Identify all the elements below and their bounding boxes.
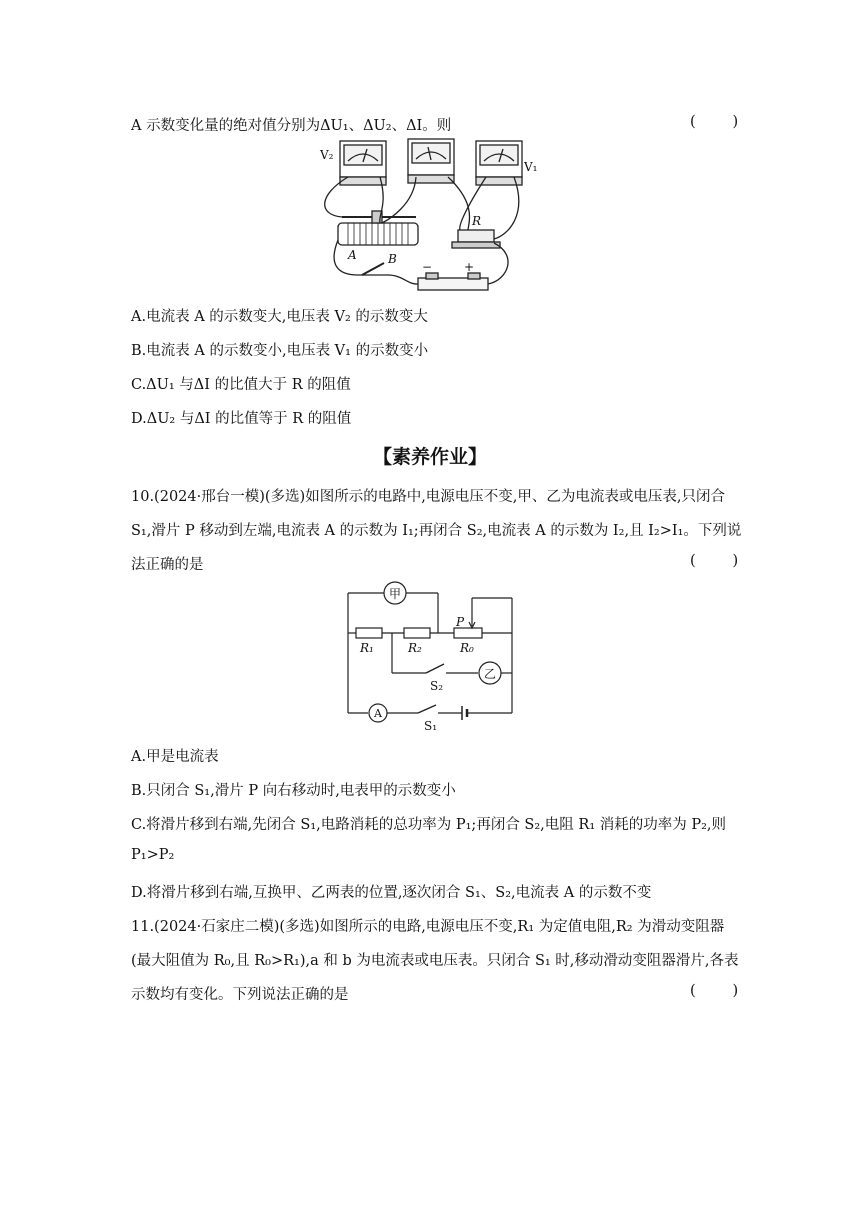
q10-label-yi: 乙	[483, 667, 497, 681]
q10-answer-paren: ( )	[690, 553, 739, 569]
q9-option-c: C.ΔU₁ 与ΔI 的比值大于 R 的阻值	[131, 377, 351, 393]
q9-label-v2: V₂	[320, 148, 334, 162]
q10-option-c-line1: C.将滑片移到右端,先闭合 S₁,电路消耗的总功率为 P₁;再闭合 S₂,电阻 R₁ 消耗的功率为 P₂,则	[131, 817, 727, 833]
q9-label-r: R	[472, 214, 482, 228]
q10-option-d: D.将滑片移到右端,互换甲、乙两表的位置,逐次闭合 S₁、S₂,电流表 A 的示数不变	[131, 885, 652, 901]
q10-label-r0: R₀	[460, 641, 474, 655]
q11-stem-line2: (最大阻值为 R₀,且 R₀>R₁),a 和 b 为电流表或电压表。只闭合 S₁ 时,移动滑动变阻器滑片,各表	[131, 953, 739, 969]
q10-circuit-figure	[340, 578, 520, 738]
q10-stem-line1: 10.(2024·邢台一模)(多选)如图所示的电路中,电源电压不变,甲、乙为电流表或电压表,只闭合	[131, 489, 726, 505]
q9-circuit-figure	[318, 135, 550, 300]
q9-option-d: D.ΔU₂ 与ΔI 的比值等于 R 的阻值	[131, 411, 352, 427]
q9-label-minus: −	[422, 260, 433, 274]
q9-label-b: B	[388, 252, 397, 266]
q11-stem-line1: 11.(2024·石家庄二模)(多选)如图所示的电路,电源电压不变,R₁ 为定值电阻,R₂ 为滑动变阻器	[131, 919, 725, 935]
q10-label-jia: 甲	[388, 587, 402, 601]
q9-label-plus: +	[464, 260, 475, 274]
q9-stem: A 示数变化量的绝对值分别为ΔU₁、ΔU₂、ΔI。则	[131, 118, 452, 134]
q10-option-c-line2: P₁>P₂	[131, 847, 175, 863]
q10-option-b: B.只闭合 S₁,滑片 P 向右移动时,电表甲的示数变小	[131, 783, 456, 799]
q10-label-r2: R₂	[408, 641, 422, 655]
q10-stem-line2: S₁,滑片 P 移动到左端,电流表 A 的示数为 I₁;再闭合 S₂,电流表 A 的示数为 I₂,且 I₂>I₁。下列说	[131, 523, 742, 539]
q11-stem-line3: 示数均有变化。下列说法正确的是	[131, 987, 349, 1003]
q10-label-a: A	[374, 707, 382, 720]
q10-stem-line3: 法正确的是	[131, 557, 204, 573]
q9-option-a: A.电流表 A 的示数变大,电压表 V₂ 的示数变大	[131, 309, 428, 325]
q10-label-r1: R₁	[360, 641, 374, 655]
q10-label-s1: S₁	[424, 719, 438, 733]
section-title: 【素养作业】	[372, 446, 487, 468]
q9-label-v1: V₁	[524, 160, 538, 174]
q9-label-a: A	[348, 248, 357, 262]
q9-answer-paren: ( )	[690, 114, 739, 130]
q11-answer-paren: ( )	[690, 983, 739, 999]
q10-option-a: A.甲是电流表	[131, 749, 219, 765]
q10-label-s2: S₂	[430, 679, 444, 693]
q9-option-b: B.电流表 A 的示数变小,电压表 V₁ 的示数变小	[131, 343, 429, 359]
q10-label-p: P	[456, 615, 465, 629]
